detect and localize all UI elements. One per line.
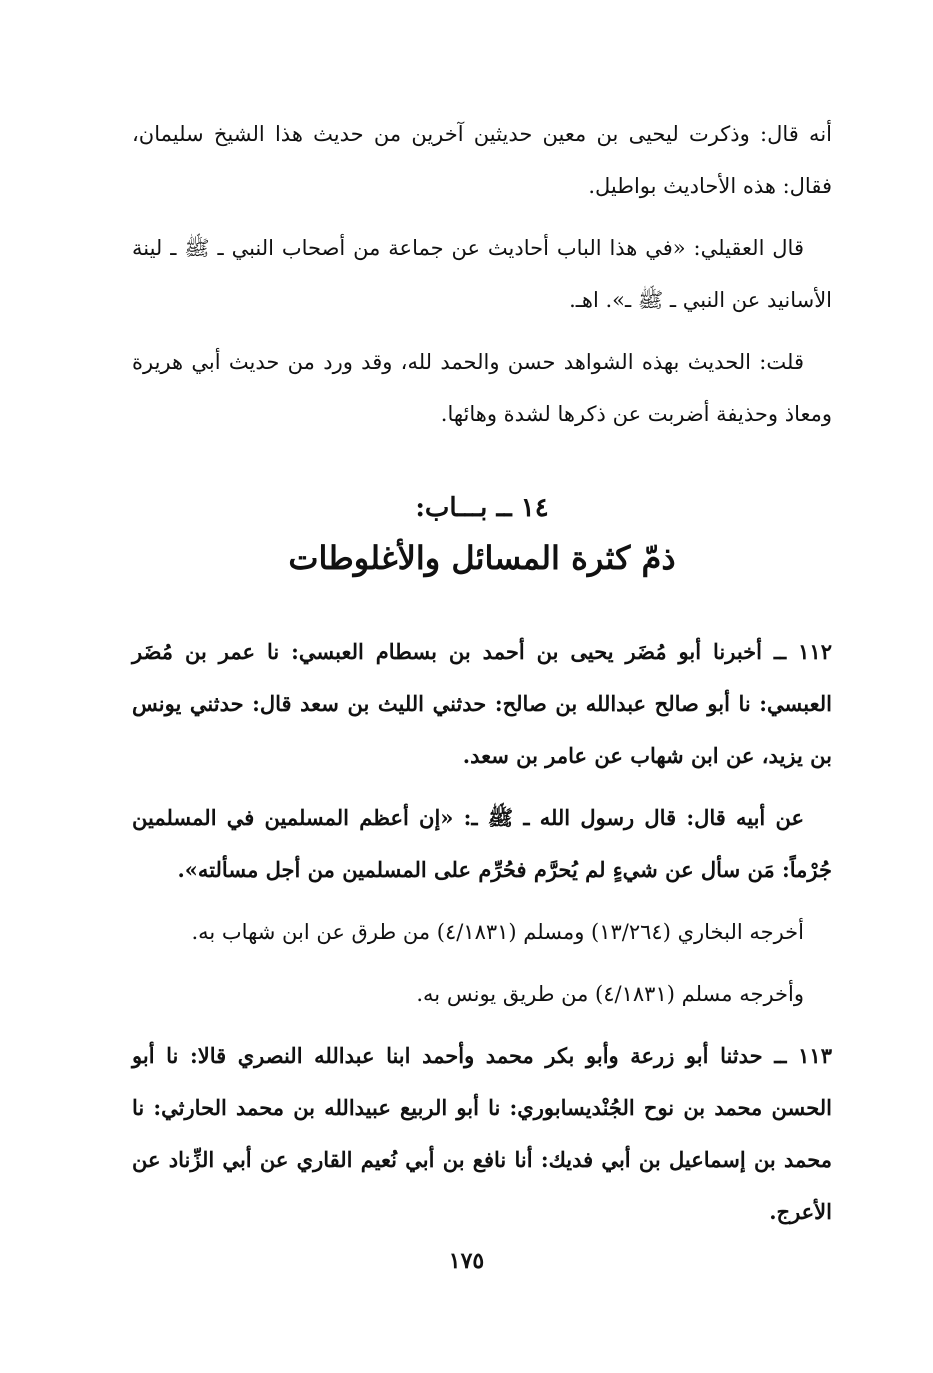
- takhrij-bukhari-muslim: أخرجه البخاري (١٣/٢٦٤) ومسلم (٤/١٨٣١) من طرق عن ابن شهاب به.: [191, 920, 804, 944]
- page-number: ١٧٥: [448, 1248, 485, 1274]
- chapter-title: ذمّ كثرة المسائل والأغلوطات: [288, 539, 676, 577]
- takhrij-muslim: وأخرجه مسلم (٤/١٨٣١) من طريق يونس به.: [416, 982, 804, 1006]
- paragraph-uqayli-quote: قال العقيلي: «في هذا الباب أحاديث عن جماعة من أصحاب النبي ـ ﷺ ـ لينة الأسانيد عن النبي ـ ﷺ ـ». اهـ.: [132, 236, 832, 312]
- hadith-112-matn: عن أبيه قال: قال رسول الله ـ ﷺ ـ: «إن أعظم المسلمين في المسلمين جُرْماً: مَن سأل عن شيءٍ لم يُحرَّم فحُرِّم على المسلمين من أجل مسألته».: [132, 805, 832, 882]
- hadith-112-isnad: ١١٢ ــ أخبرنا أبو مُضَر يحيى بن أحمد بن بسطام العبسي: نا عمر بن مُضَر العبسي: نا أبو صالح عبدالله بن صالح: حدثني الليث بن سعد قال: حدثني يونس بن يزيد، عن ابن شهاب عن عامر بن سعد.: [132, 639, 832, 768]
- page-body: [132, 108, 832, 1248]
- chapter-number: ١٤ ــ بـــاب:: [415, 493, 549, 523]
- hadith-113-isnad: ١١٣ ــ حدثنا أبو زرعة وأبو بكر محمد وأحمد ابنا عبدالله النصري قالا: نا أبو الحسن محمد بن نوح الجُنْديسابوري: نا أبو الربيع عبيدالله بن محمد الحارثي: نا محمد بن إسماعيل بن أبي فديك: أنا نافع بن أبي نُعيم القاري عن أبي الزِّناد عن الأعرج.: [132, 1043, 832, 1224]
- paragraph-author-comment: قلت: الحديث بهذه الشواهد حسن والحمد لله، وقد ورد من حديث أبي هريرة ومعاذ وحذيفة أضربت عن ذكرها لشدة وهائها.: [132, 350, 832, 426]
- paragraph-narration-end: أنه قال: وذكرت ليحيى بن معين حديثين آخرين من حديث هذا الشيخ سليمان، فقال: هذه الأحاديث بواطيل.: [132, 122, 832, 198]
